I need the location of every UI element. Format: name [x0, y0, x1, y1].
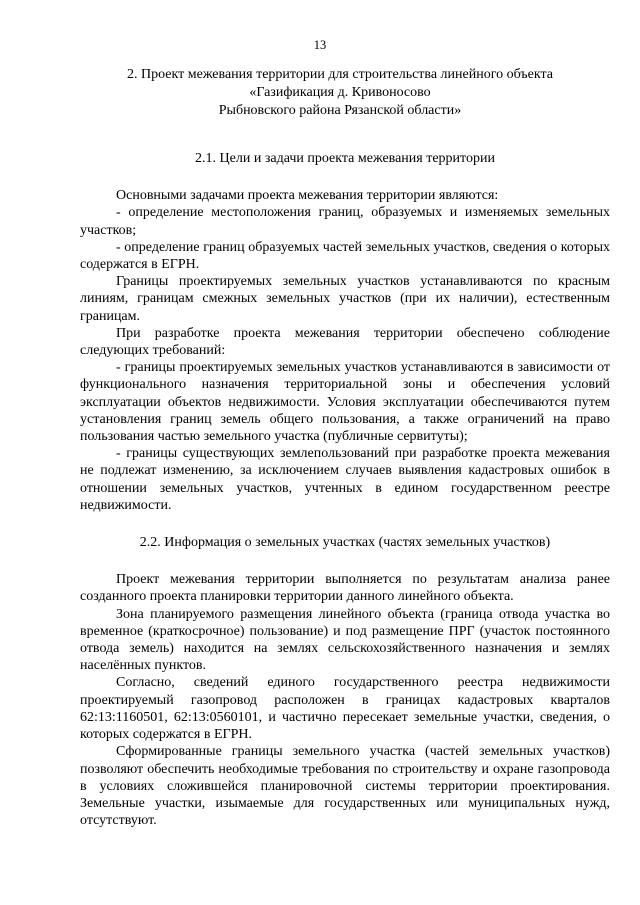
paragraph: Зона планируемого размещения линейного объекта (граница отвода участка во временное (краткосрочное) пользование) и под размещение ПРГ (участок постоянного отвода земель) находится на землях сельскохозяйственного назначения и землях населённых пунктов. [80, 606, 610, 674]
title-line-1: 2. Проект межевания территории для строительства линейного объекта [127, 67, 553, 82]
title-line-2: «Газификация д. Кривоносово [249, 85, 431, 100]
page-number: 13 [313, 38, 327, 52]
document-body [80, 150, 610, 829]
paragraph: - границы существующих землепользований при разработке проекта межевания не подлежат изменению, за исключением случаев выявления кадастровых ошибок в отношении земельных участков, учтенных в едином государственном реестре недвижимости. [80, 446, 610, 513]
paragraph: Основными задачами проекта межевания территории являются: [116, 188, 499, 204]
paragraph: - границы проектируемых земельных участков устанавливаются в зависимости от функционального назначения территориальной зоны и обеспечения условий эксплуатации объектов недвижимости. Условия эксплуатации обеспечиваются путем установления границ земель общего пользования, а также ограничений на право пользования частью земельного участка (публичные сервитуты); [80, 360, 610, 445]
section-heading-2-1: 2.1. Цели и задачи проекта межевания территории [195, 151, 495, 166]
paragraph: Согласно, сведений единого государственного реестра недвижимости проектируемый газопровод расположен в границах кадастровых кварталов 62:13:1160501, 62:13:0560101, и частично пересекает земельные участки, сведения, о которых содержатся в ЕГРН. [80, 675, 610, 743]
paragraph: Границы проектируемых земельных участков устанавливаются по красным линиям, границам смежных земельных участков (при их наличии), естественным границам. [80, 274, 610, 324]
paragraph: При разработке проекта межевания территории обеспечено соблюдение следующих требований: [80, 325, 610, 359]
section-heading-2-2: 2.2. Информация о земельных участках (частях земельных участков) [139, 535, 551, 551]
paragraph: - определение местоположения границ, образуемых и изменяемых земельных участков; [80, 205, 610, 238]
title-line-3: Рыбновского района Рязанской области» [218, 103, 462, 118]
document-title [80, 66, 600, 120]
paragraph: Сформированные границы земельного участка (частей земельных участков) позволяют обеспечить необходимые требования по строительству и охране газопровода в условиях сложившейся планировочной системы территории проектирования. Земельные участки, изымаемые для государственных или муниципальных нужд, отсутствуют. [80, 744, 610, 829]
paragraph: - определение границ образуемых частей земельных участков, сведения о которых содержатся в ЕГРН. [80, 239, 610, 273]
paragraph: Проект межевания территории выполняется по результатам анализа ранее созданного проекта планировки территории данного линейного объекта. [80, 572, 610, 605]
